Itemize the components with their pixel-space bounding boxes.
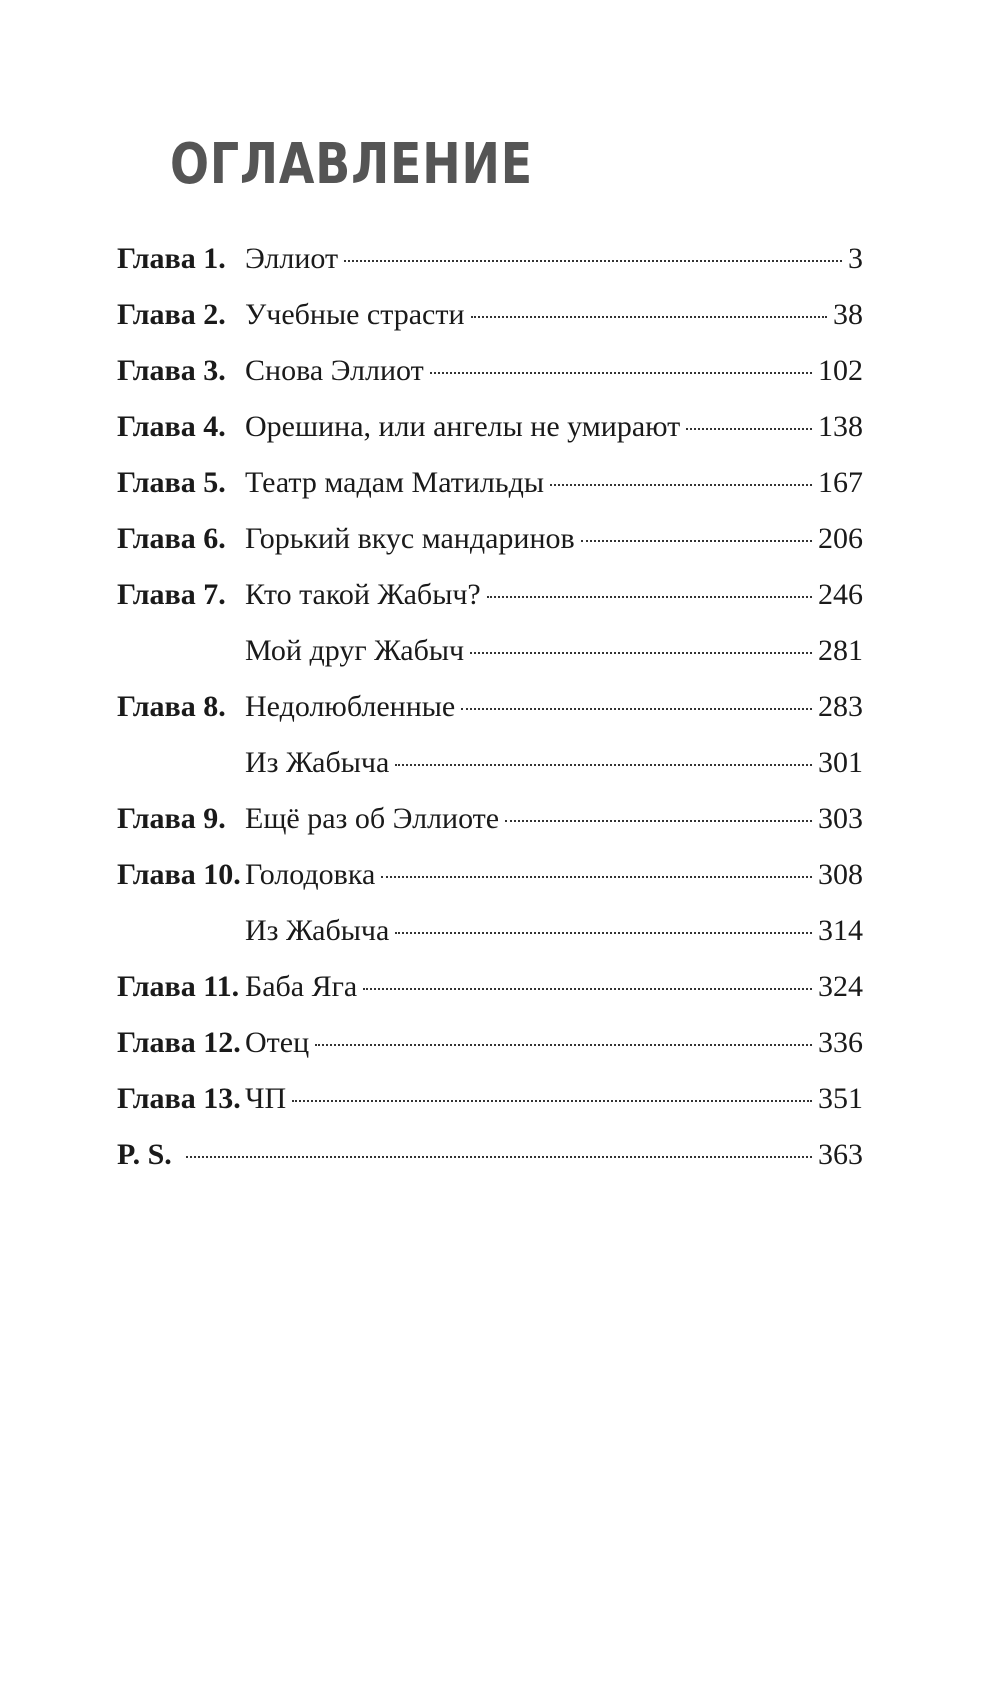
page-number: 336 — [818, 1026, 863, 1059]
chapter-title: Из Жабыча — [245, 746, 390, 779]
chapter-label: Глава 7. — [117, 578, 226, 611]
chapter-label: P. S. — [117, 1138, 172, 1171]
chapter-label: Глава 6. — [117, 522, 226, 555]
chapter-title: Из Жабыча — [245, 914, 390, 947]
page-number: 138 — [818, 410, 863, 443]
page-number: 246 — [818, 578, 863, 611]
chapter-label: Глава 5. — [117, 466, 226, 499]
toc-entry[interactable] — [117, 1077, 863, 1133]
toc-entry[interactable] — [117, 965, 863, 1021]
chapter-label: Глава 8. — [117, 690, 226, 723]
page-number: 206 — [818, 522, 863, 555]
toc-entry[interactable] — [117, 797, 863, 853]
chapter-label: Глава 4. — [117, 410, 226, 443]
chapter-title: Театр мадам Матильды — [245, 466, 544, 499]
chapter-title: Недолюбленные — [245, 690, 456, 723]
dot-leader — [363, 988, 812, 990]
chapter-label: Глава 9. — [117, 802, 226, 835]
chapter-title: Кто такой Жабыч? — [245, 578, 481, 611]
chapter-label: Глава 10. — [117, 858, 241, 891]
dot-leader — [487, 596, 812, 598]
toc-entry[interactable] — [117, 573, 863, 629]
chapter-title: Ещё раз об Эллиоте — [245, 802, 500, 835]
chapter-title: Орешина, или ангелы не умирают — [245, 410, 681, 443]
dot-leader — [470, 652, 812, 654]
page-number: 167 — [818, 466, 863, 499]
toc-entry[interactable] — [117, 1021, 863, 1077]
toc-entry[interactable] — [117, 853, 863, 909]
dot-leader — [471, 316, 827, 318]
page-number: 303 — [818, 802, 863, 835]
chapter-title: Учебные страсти — [245, 298, 465, 331]
page-title: ОГЛАВЛЕНИЕ — [170, 132, 533, 197]
toc-entry[interactable] — [117, 405, 863, 461]
chapter-label: Глава 11. — [117, 970, 240, 1003]
chapter-label: Глава 1. — [117, 242, 226, 275]
page-number: 324 — [818, 970, 863, 1003]
dot-leader — [381, 876, 812, 878]
dot-leader — [430, 372, 812, 374]
dot-leader — [315, 1044, 812, 1046]
toc-entry[interactable] — [117, 237, 863, 293]
chapter-label: Глава 12. — [117, 1026, 241, 1059]
chapter-title: Мой друг Жабыч — [245, 634, 465, 667]
page-number: 351 — [818, 1082, 863, 1115]
toc-entry[interactable] — [117, 349, 863, 405]
chapter-title: Снова Эллиот — [245, 354, 424, 387]
page-number: 38 — [833, 298, 863, 331]
chapter-title: ЧП — [245, 1082, 287, 1115]
chapter-label: Глава 3. — [117, 354, 226, 387]
dot-leader — [344, 260, 842, 262]
chapter-title: Эллиот — [245, 242, 339, 275]
toc-entry[interactable] — [117, 1133, 863, 1189]
page-number: 283 — [818, 690, 863, 723]
page-number: 314 — [818, 914, 863, 947]
dot-leader — [395, 932, 812, 934]
dot-leader — [292, 1100, 812, 1102]
chapter-label: Глава 13. — [117, 1082, 241, 1115]
dot-leader — [550, 484, 812, 486]
page-number: 3 — [848, 242, 863, 275]
dot-leader — [686, 428, 812, 430]
page-number: 308 — [818, 858, 863, 891]
toc-entry[interactable] — [117, 909, 863, 965]
chapter-title: Баба Яга — [245, 970, 358, 1003]
page-number: 363 — [818, 1138, 863, 1171]
toc-entry[interactable] — [117, 461, 863, 517]
toc-entry[interactable] — [117, 741, 863, 797]
page-number: 102 — [818, 354, 863, 387]
chapter-title: Отец — [245, 1026, 310, 1059]
toc-entry[interactable] — [117, 629, 863, 685]
dot-leader — [581, 540, 812, 542]
chapter-title: Горький вкус мандаринов — [245, 522, 575, 555]
toc-entry[interactable] — [117, 293, 863, 349]
dot-leader — [505, 820, 812, 822]
dot-leader — [395, 764, 812, 766]
page-number: 301 — [818, 746, 863, 779]
chapter-label: Глава 2. — [117, 298, 226, 331]
toc-entry[interactable] — [117, 517, 863, 573]
dot-leader — [461, 708, 812, 710]
chapter-title: Голодовка — [245, 858, 376, 891]
table-of-contents — [117, 237, 863, 1189]
toc-entry[interactable] — [117, 685, 863, 741]
dot-leader — [186, 1156, 812, 1158]
page-number: 281 — [818, 634, 863, 667]
